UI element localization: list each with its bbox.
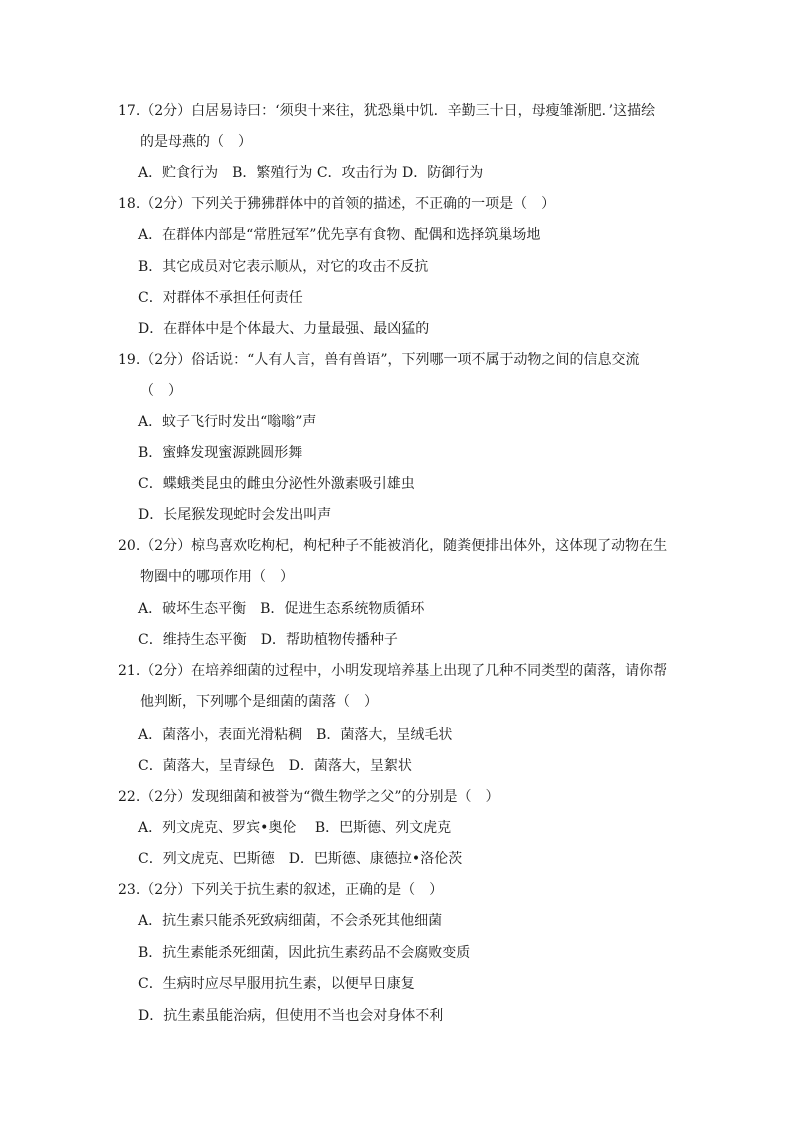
question-20-options-ab: A．破坏生态平衡 B．促进生态系统物质循环 bbox=[138, 601, 425, 617]
question-23-option-b: B．抗生素能杀死细菌，因此抗生素药品不会腐败变质 bbox=[138, 945, 471, 961]
question-21-text: 21.（2分）在培养细菌的过程中，小明发现培养基上出现了几种不同类型的菌落，请你帮 bbox=[118, 663, 668, 679]
question-23-text: 23.（2分）下列关于抗生素的叙述，正确的是（ ） bbox=[118, 882, 444, 898]
question-17-options: A．贮食行为 B．繁殖行为 C．攻击行为 D．防御行为 bbox=[138, 165, 484, 181]
question-21-text-cont: 他判断，下列哪个是细菌的菌落（ ） bbox=[140, 694, 378, 710]
question-18-option-c: C．对群体不承担任何责任 bbox=[138, 290, 303, 306]
question-21-options-ab: A．菌落小，表面光滑粘稠 B．菌落大，呈绒毛状 bbox=[138, 727, 453, 743]
question-19-text: 19.（2分）俗话说：“人有人言，兽有兽语”，下列哪一项不属于动物之间的信息交流 bbox=[118, 352, 640, 368]
question-18-text: 18.（2分）下列关于狒狒群体中的首领的描述，不正确的一项是（ ） bbox=[118, 196, 556, 212]
question-19-text-cont: （ ） bbox=[140, 383, 182, 399]
question-17-text-cont: 的是母燕的（ ） bbox=[140, 134, 252, 150]
question-19-option-b: B．蜜蜂发现蜜源跳圆形舞 bbox=[138, 445, 303, 461]
question-23-option-d: D．抗生素虽能治病，但使用不当也会对身体不利 bbox=[138, 1008, 444, 1024]
question-18-option-a: A．在群体内部是“常胜冠军”优先享有食物、配偶和选择筑巢场地 bbox=[138, 227, 541, 243]
question-18-option-d: D．在群体中是个体最大、力量最强、最凶猛的 bbox=[138, 321, 430, 337]
question-19-option-d: D．长尾猴发现蛇时会发出叫声 bbox=[138, 507, 332, 523]
question-22-text: 22.（2分）发现细菌和被誉为“微生物学之父”的分别是（ ） bbox=[118, 789, 500, 805]
question-23-option-c: C．生病时应尽早服用抗生素，以便早日康复 bbox=[138, 976, 415, 992]
question-22-options-cd: C．列文虎克、巴斯德 D．巴斯德、康德拉•洛伦茨 bbox=[138, 851, 463, 867]
question-20-text: 20.（2分）椋鸟喜欢吃枸杞，枸杞种子不能被消化，随粪便排出体外，这体现了动物在生 bbox=[118, 538, 668, 554]
question-17-text: 17.（2分）白居易诗曰：‘须臾十来往，犹恐巢中饥．辛勤三十日，母瘦雏渐肥．’这描绘 bbox=[118, 103, 656, 119]
question-20-text-cont: 物圈中的哪项作用（ ） bbox=[140, 569, 294, 585]
question-23-option-a: A．抗生素只能杀死致病细菌，不会杀死其他细菌 bbox=[138, 913, 443, 929]
question-21-options-cd: C．菌落大，呈青绿色 D．菌落大，呈絮状 bbox=[138, 758, 412, 774]
question-19-option-a: A．蚊子飞行时发出“嗡嗡”声 bbox=[138, 414, 317, 430]
question-20-options-cd: C．维持生态平衡 D．帮助植物传播种子 bbox=[138, 632, 398, 648]
question-22-options-ab: A．列文虎克、罗宾•奥伦 B．巴斯德、列文虎克 bbox=[138, 820, 452, 836]
question-19-option-c: C．蝶蛾类昆虫的雌虫分泌性外激素吸引雄虫 bbox=[138, 476, 415, 492]
question-18-option-b: B．其它成员对它表示顺从，对它的攻击不反抗 bbox=[138, 259, 429, 275]
